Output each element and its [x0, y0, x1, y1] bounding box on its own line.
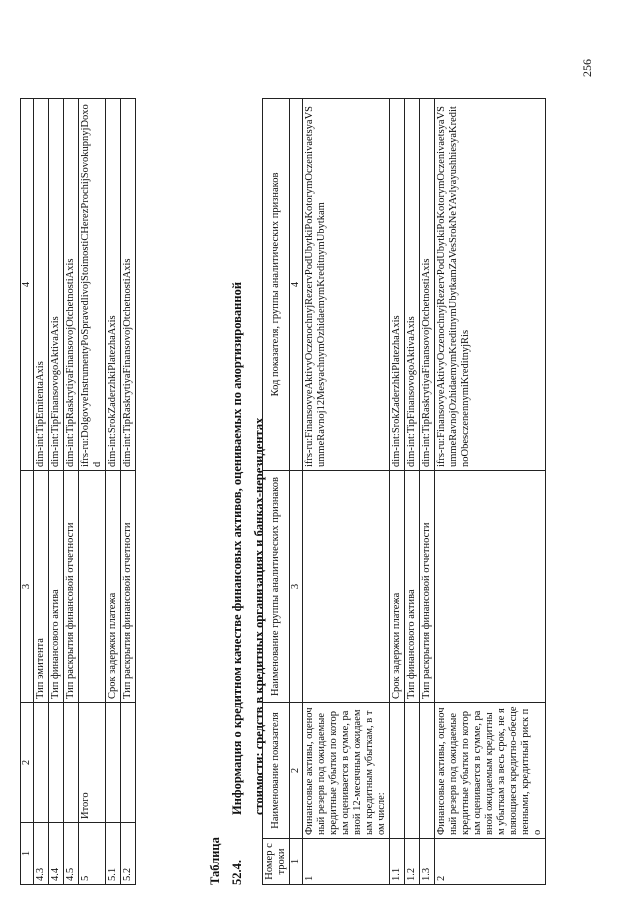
- row-number: 4.3: [34, 823, 49, 885]
- table-row: [49, 99, 64, 885]
- table-header-row: [21, 99, 34, 885]
- rotated-content: [20, 45, 600, 885]
- row-number: 5.2: [121, 823, 136, 885]
- caption-title: Информация о кредитном качестве финансовых активов, оцениваемых по амортизированной: [230, 281, 244, 815]
- indicator-code: dim-int:TipEmitentaAxis: [34, 99, 49, 471]
- indicator-name: [34, 703, 49, 823]
- indicator-name: [121, 703, 136, 823]
- column-number: 2: [290, 703, 303, 839]
- indicator-name: Финансовые активы, оценочный резерв под ожидаемые кредитные убытки по которым оценивается в сумме, равной ожидаемым кредитным убыткам за весь срок, не являющиеся кредитно-обесцененными, кредитный риск по: [435, 703, 546, 839]
- indicator-code: dim-int:SrokZaderzhkiPlatezhaAxis: [390, 99, 405, 471]
- indicator-code: dim-int:TipRaskrytiyaFinansovojOtchetnostiAxis: [121, 99, 136, 471]
- indicator-name: [106, 703, 121, 823]
- bottom-table: [262, 98, 546, 885]
- row-number: 1: [303, 839, 390, 885]
- column-number: 2: [21, 703, 34, 823]
- indicator-name: [405, 703, 420, 839]
- top-table: [20, 98, 136, 885]
- indicator-name: Итого: [79, 703, 106, 823]
- row-number: 2: [435, 839, 546, 885]
- indicator-code: dim-int:SrokZaderzhkiPlatezhaAxis: [106, 99, 121, 471]
- group-name: Тип финансового актива: [405, 471, 420, 703]
- group-name: Тип раскрытия финансовой отчетности: [121, 471, 136, 703]
- column-number-row: [290, 99, 303, 885]
- indicator-code: ifrs-ru:FinansovyeAktivyOczenochnyjRezervPodUbytkiPoKotorymOczenivaetsyaVSummeRavnojOzhidaemymKreditnymUbytkamZaVesSrokNeYAvlyayushhiesyaKreditnoObesczenennymiKreditnyjRis: [435, 99, 546, 471]
- row-number: 5.1: [106, 823, 121, 885]
- group-name: [435, 471, 546, 703]
- row-number: 1.3: [420, 839, 435, 885]
- column-header-group-name: Наименование группы аналитических признаков: [263, 471, 290, 703]
- column-number: 1: [21, 823, 34, 885]
- table-row: [435, 99, 546, 885]
- indicator-code: dim-int:TipRaskrytiyaFinansovojOtchetnostiAxis: [420, 99, 435, 471]
- table-row: [303, 99, 390, 885]
- column-header-row-number: Номер строки: [263, 839, 290, 885]
- group-name: [303, 471, 390, 703]
- group-name: Тип финансового актива: [49, 471, 64, 703]
- group-name: Тип раскрытия финансовой отчетности: [420, 471, 435, 703]
- indicator-code: dim-int:TipFinansovogoAktivaAxis: [49, 99, 64, 471]
- indicator-code: dim-int:TipRaskrytiyaFinansovojOtchetnostiAxis: [64, 99, 79, 471]
- column-number: 3: [290, 471, 303, 703]
- table-row: [405, 99, 420, 885]
- row-number: 4.5: [64, 823, 79, 885]
- row-number: 5: [79, 823, 106, 885]
- table-row: [79, 99, 106, 885]
- table-row: [34, 99, 49, 885]
- group-name: Тип раскрытия финансовой отчетности: [64, 471, 79, 703]
- column-number: 4: [21, 99, 34, 471]
- indicator-name: [49, 703, 64, 823]
- page-number: 256: [580, 59, 594, 77]
- group-name: Срок задержки платежа: [390, 471, 405, 703]
- row-number: 4.4: [49, 823, 64, 885]
- table-header-row: [263, 99, 290, 885]
- caption-line-1: [204, 45, 248, 885]
- table-caption: [204, 45, 270, 885]
- indicator-code: ifrs-ru:FinansovyeAktivyOczenochnyjRezervPodUbytkiPoKotorymOczenivaetsyaVSummeRavnoj12MesyachnymOzhidaemymKreditnymUbytkam: [303, 99, 390, 471]
- table-row: [420, 99, 435, 885]
- table-row: [106, 99, 121, 885]
- caption-line-2: стоимости: средств в кредитных организациях и банках-нерезидентах: [252, 417, 266, 815]
- column-header-code: Код показателя, группы аналитических признаков: [263, 99, 290, 471]
- indicator-code: ifrs-ru:DolgovyeInstrumentyPoSpravedlivojStoimostiCHerezProchijSovokupnyjDoxod: [79, 99, 106, 471]
- indicator-name: [64, 703, 79, 823]
- column-number: 3: [21, 471, 34, 703]
- indicator-name: Финансовые активы, оценочный резерв под ожидаемые кредитные убытки по которым оценивается в сумме, равной 12-месячным ожидаемым кредитным убыткам, в том числе:: [303, 703, 390, 839]
- indicator-code: dim-int:TipFinansovogoAktivaAxis: [405, 99, 420, 471]
- column-number: 4: [290, 99, 303, 471]
- indicator-name: [390, 703, 405, 839]
- group-name: Тип эмитента: [34, 471, 49, 703]
- table-number: Таблица 52.4.: [208, 837, 244, 885]
- table-row: [64, 99, 79, 885]
- row-number: 1.1: [390, 839, 405, 885]
- column-header-indicator-name: Наименование показателя: [263, 703, 290, 839]
- table-row: [121, 99, 136, 885]
- indicator-name: [420, 703, 435, 839]
- group-name: Срок задержки платежа: [106, 471, 121, 703]
- group-name: [79, 471, 106, 703]
- column-number: 1: [290, 839, 303, 885]
- table-row: [390, 99, 405, 885]
- row-number: 1.2: [405, 839, 420, 885]
